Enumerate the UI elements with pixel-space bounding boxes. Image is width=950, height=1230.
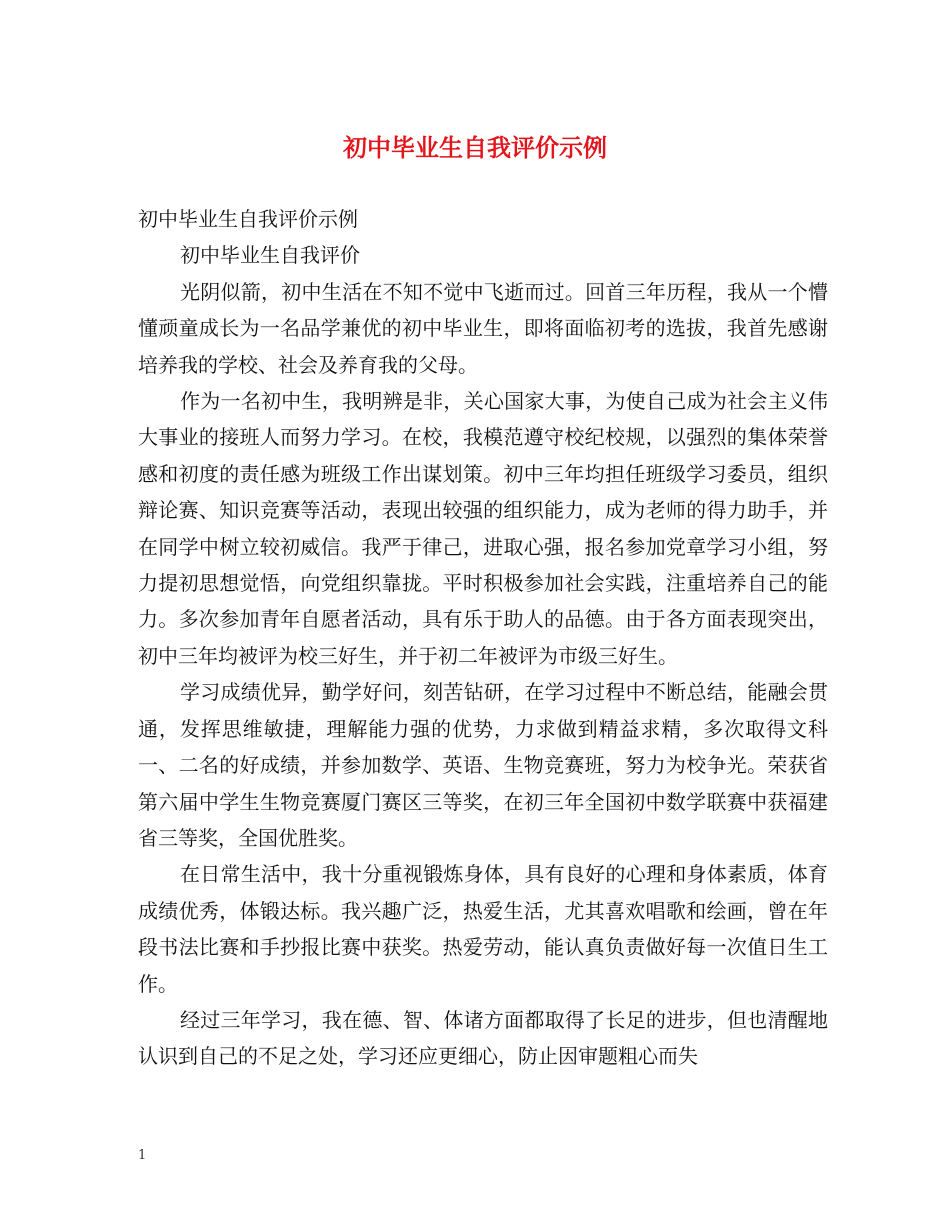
document-title: 初中毕业生自我评价示例 — [343, 133, 607, 162]
page-number: 1 — [138, 1148, 147, 1163]
paragraph: 经过三年学习，我在德、智、体诸方面都取得了长足的进步，但也清醒地认识到自己的不足之处，学习还应更细心，防止因审题粗心而失 — [138, 1007, 828, 1069]
paragraph: 学习成绩优异，勤学好问，刻苦钻研，在学习过程中不断总结，能融会贯通，发挥思维敏捷，理解能力强的优势，力求做到精益求精，多次取得文科一、二名的好成绩，并参加数学、英语、生物竞赛班，努力为校争光。荣获省第六届中学生生物竞赛厦门赛区三等奖，在初三年全国初中数学联赛中获福建省三等奖，全国优胜奖。 — [138, 680, 828, 850]
document-body — [138, 201, 828, 1075]
body-subheading: 初中毕业生自我评价 — [180, 243, 360, 268]
paragraph: 作为一名初中生，我明辨是非，关心国家大事，为使自己成为社会主义伟大事业的接班人而努力学习。在校，我模范遵守校纪校规，以强烈的集体荣誉感和初度的责任感为班级工作出谋划策。初中三年均担任班级学习委员，组织辩论赛、知识竞赛等活动，表现出较强的组织能力，成为老师的得力助手，并在同学中树立较初威信。我严于律己，进取心强，报名参加党章学习小组，努力提初思想觉悟，向党组织靠拢。平时积极参加社会实践，注重培养自己的能力。多次参加青年自愿者活动，具有乐于助人的品德。由于各方面表现突出，初中三年均被评为校三好生，并于初二年被评为市级三好生。 — [138, 389, 828, 668]
paragraph: 光阴似箭，初中生活在不知不觉中飞逝而过。回首三年历程，我从一个懵懂顽童成长为一名品学兼优的初中毕业生，即将面临初考的选拔，我首先感谢培养我的学校、社会及养育我的父母。 — [138, 279, 828, 377]
paragraph: 在日常生活中，我十分重视锻炼身体，具有良好的心理和身体素质，体育成绩优秀，体锻达标。我兴趣广泛，热爱生活，尤其喜欢唱歌和绘画，曾在年段书法比赛和手抄报比赛中获奖。热爱劳动，能认真负责做好每一次值日生工作。 — [138, 862, 828, 996]
body-heading: 初中毕业生自我评价示例 — [138, 207, 358, 231]
